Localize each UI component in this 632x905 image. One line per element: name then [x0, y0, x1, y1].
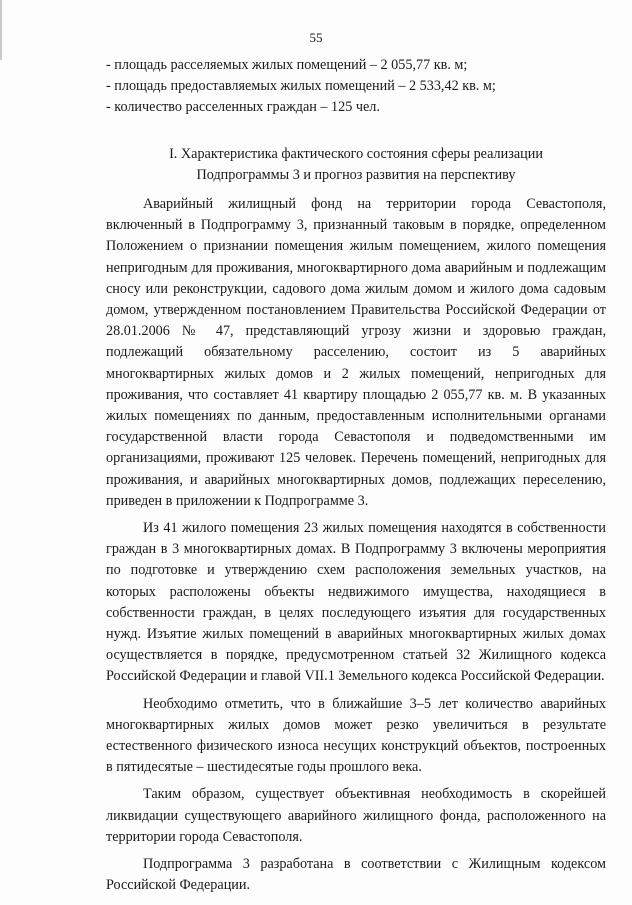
page-number: 55 — [309, 30, 323, 45]
list-item: - площадь расселяемых жилых помещений – 2 055,77 кв. м; — [106, 57, 468, 73]
paragraph: Из 41 жилого помещения 23 жилых помещения находятся в собственности граждан в 3 многоквартирных домах. В Подпрограмму 3 включены мероприятия по подготовке и утверждению схем расположения земельных участков, на которых расположены объекты недвижимого имущества, находящиеся в собственности граждан, в целях последующего изъятия для государственных нужд. Изъятие жилых помещений в аварийных многоквартирных жилых домах осуществляется в порядке, предусмотренном статьей 32 Жилищного кодекса Российской Федерации и главой VII.1 Земельного кодекса Российской Федерации. — [106, 520, 606, 685]
summary-list — [106, 55, 606, 119]
section-heading-line: Подпрограммы 3 и прогноз развития на перспективу — [196, 167, 516, 184]
list-item: - количество расселенных граждан – 125 чел. — [106, 99, 380, 116]
paragraph: Таким образом, существует объективная необходимость в скорейшей ликвидации существующего аварийного жилищного фонда, расположенного на территории города Севастополя. — [106, 786, 606, 845]
paragraph: Аварийный жилищный фонд на территории города Севастополя, включенный в Подпрограмму 3, признанный таковым в порядке, определенном Положением о признании помещения жилым помещением, жилого помещения непригодным для проживания, многоквартирного дома аварийным и подлежащим сносу или реконструкции, садового дома жилым домом и жилого дома садовым домом, утвержденном постановлением Правительства Российской Федерации от 28.01.2006 № 47, представляющий угрозу жизни и здоровью граждан, подлежащий обязательному расселению, состоит из 5 аварийных многоквартирных жилых домов и 2 жилых помещений, непригодных для проживания, что составляет 41 квартиру площадью 2 055,77 кв. м. В указанных жилых помещениях по данным, предоставленным исполнительными органами государственной власти города Севастополя и подведомственными им организациями, проживают 125 человек. Перечень помещений, непригодных для проживания, и аварийных многоквартирных домов, подлежащих переселению, приведен в приложении к Подпрограмме 3. — [106, 196, 606, 509]
section-heading — [106, 144, 606, 186]
list-item: - площадь предоставляемых жилых помещений – 2 533,42 кв. м; — [106, 78, 496, 95]
paragraph: Подпрограмма 3 разработана в соответствии с Жилищным кодексом Российской Федерации. — [106, 856, 606, 894]
section-heading-line: I. Характеристика фактического состояния сферы реализации — [169, 146, 543, 162]
body-text — [106, 194, 606, 903]
paragraph: Необходимо отметить, что в ближайшие 3–5 лет количество аварийных многоквартирных жилых домов может резко увеличиться в результате естественного физического износа несущих конструкций объектов, построенных в пятидесятые – шестидесятые годы прошлого века. — [106, 695, 606, 776]
